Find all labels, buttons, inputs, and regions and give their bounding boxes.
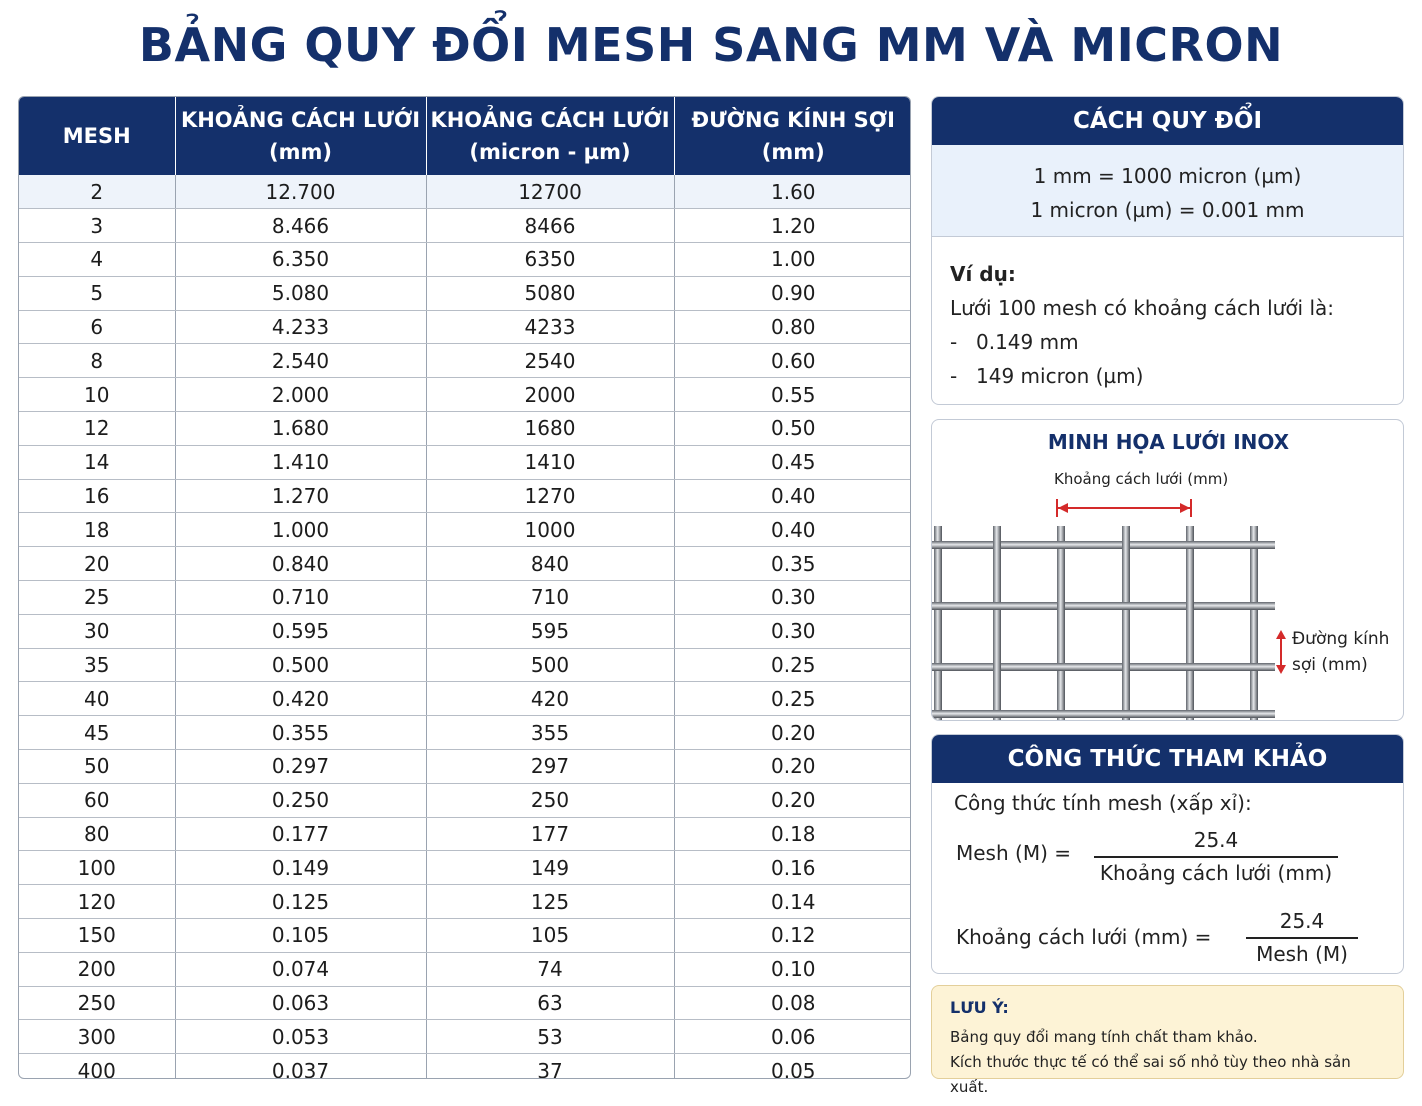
- table-row: [19, 750, 911, 784]
- cell-spacing-micron: 1000: [426, 513, 674, 547]
- cell-mesh: 2: [19, 175, 175, 209]
- table-row: [19, 547, 911, 581]
- cell-spacing-micron: 710: [426, 581, 674, 615]
- cell-mesh: 18: [19, 513, 175, 547]
- table-row: [19, 783, 911, 817]
- cell-spacing-mm: 1.680: [175, 412, 426, 446]
- cell-spacing-micron: 500: [426, 648, 674, 682]
- cell-mesh: 45: [19, 716, 175, 750]
- cell-wire-diameter: 0.30: [674, 614, 911, 648]
- cell-wire-diameter: 0.55: [674, 378, 911, 412]
- cell-spacing-micron: 5080: [426, 276, 674, 310]
- cell-wire-diameter: 0.20: [674, 783, 911, 817]
- note-title: LƯU Ý:: [950, 998, 1009, 1017]
- cell-spacing-micron: 355: [426, 716, 674, 750]
- header-wire-diameter-line1: ĐƯỜNG KÍNH SỢI: [691, 108, 895, 132]
- note-line-1: Bảng quy đổi mang tính chất tham khảo.: [950, 1028, 1258, 1046]
- cell-spacing-mm: 0.177: [175, 817, 426, 851]
- cell-mesh: 20: [19, 547, 175, 581]
- diameter-label-line1: Đường kính: [1292, 629, 1390, 649]
- page-title: BẢNG QUY ĐỔI MESH SANG MM VÀ MICRON: [138, 18, 1284, 72]
- cell-spacing-micron: 63: [426, 986, 674, 1020]
- example-item: [950, 325, 1403, 359]
- header-mesh-label: MESH: [62, 124, 131, 148]
- cell-mesh: 3: [19, 209, 175, 243]
- cell-wire-diameter: 0.12: [674, 919, 911, 953]
- mesh-horizontal-wires: [932, 541, 1275, 718]
- cell-wire-diameter: 0.25: [674, 648, 911, 682]
- mesh-conversion-table: [18, 96, 911, 1079]
- table-row: [19, 885, 911, 919]
- cell-spacing-mm: 0.250: [175, 783, 426, 817]
- cell-spacing-micron: 8466: [426, 209, 674, 243]
- cell-wire-diameter: 0.06: [674, 1020, 911, 1054]
- cell-spacing-micron: 12700: [426, 175, 674, 209]
- cell-wire-diameter: 0.35: [674, 547, 911, 581]
- cell-spacing-micron: 177: [426, 817, 674, 851]
- cell-wire-diameter: 0.20: [674, 750, 911, 784]
- cell-mesh: 400: [19, 1054, 175, 1079]
- cell-spacing-mm: 4.233: [175, 310, 426, 344]
- cell-mesh: 6: [19, 310, 175, 344]
- header-spacing-mm-line2: (mm): [269, 140, 332, 164]
- formula-intro: Công thức tính mesh (xấp xỉ):: [954, 791, 1252, 815]
- table-row: [19, 344, 911, 378]
- table-row: [19, 209, 911, 243]
- conversion-line-2: 1 micron (µm) = 0.001 mm: [1030, 198, 1305, 222]
- cell-mesh: 100: [19, 851, 175, 885]
- bullet-dash: -: [950, 330, 958, 354]
- table-row: [19, 310, 911, 344]
- table-row: [19, 276, 911, 310]
- cell-wire-diameter: 0.16: [674, 851, 911, 885]
- example-label: Ví dụ:: [950, 262, 1016, 286]
- cell-wire-diameter: 0.14: [674, 885, 911, 919]
- cell-mesh: 35: [19, 648, 175, 682]
- header-wire-diameter: [674, 97, 911, 175]
- cell-wire-diameter: 0.18: [674, 817, 911, 851]
- conversion-box: [932, 145, 1403, 237]
- mesh-vertical-wires: [934, 526, 1258, 720]
- example-item-text: 149 micron (µm): [976, 364, 1144, 388]
- cell-spacing-mm: 6.350: [175, 243, 426, 277]
- header-wire-diameter-line2: (mm): [761, 140, 825, 164]
- table-row: [19, 479, 911, 513]
- note-line-2: Kích thước thực tế có thể sai số nhỏ tùy theo nhà sản xuất.: [950, 1053, 1351, 1096]
- conversion-heading: CÁCH QUY ĐỔI: [932, 97, 1403, 145]
- table-row: [19, 817, 911, 851]
- formula-2-fraction-bar: [1246, 937, 1358, 939]
- cell-spacing-mm: 0.500: [175, 648, 426, 682]
- cell-wire-diameter: 1.60: [674, 175, 911, 209]
- cell-spacing-mm: 12.700: [175, 175, 426, 209]
- cell-spacing-mm: 0.297: [175, 750, 426, 784]
- cell-wire-diameter: 0.30: [674, 581, 911, 615]
- table-row: [19, 716, 911, 750]
- conversion-panel: [931, 96, 1404, 405]
- cell-spacing-micron: 1680: [426, 412, 674, 446]
- cell-spacing-mm: 2.000: [175, 378, 426, 412]
- cell-spacing-mm: 0.037: [175, 1054, 426, 1079]
- cell-mesh: 120: [19, 885, 175, 919]
- cell-wire-diameter: 0.08: [674, 986, 911, 1020]
- cell-mesh: 10: [19, 378, 175, 412]
- cell-spacing-micron: 53: [426, 1020, 674, 1054]
- cell-spacing-micron: 6350: [426, 243, 674, 277]
- cell-spacing-mm: 0.420: [175, 682, 426, 716]
- cell-mesh: 150: [19, 919, 175, 953]
- example-section: [932, 237, 1403, 393]
- cell-mesh: 14: [19, 445, 175, 479]
- cell-spacing-mm: 5.080: [175, 276, 426, 310]
- table-row: [19, 682, 911, 716]
- cell-wire-diameter: 0.80: [674, 310, 911, 344]
- formula-2-numerator: 25.4: [1279, 909, 1325, 933]
- cell-wire-diameter: 1.00: [674, 243, 911, 277]
- table-row: [19, 581, 911, 615]
- table-row: [19, 1054, 911, 1079]
- table-row: [19, 513, 911, 547]
- cell-wire-diameter: 0.50: [674, 412, 911, 446]
- table-body: [19, 175, 911, 1079]
- formula-1-left: Mesh (M) =: [956, 841, 1071, 865]
- table-row: [19, 378, 911, 412]
- formula-1-denominator: Khoảng cách lưới (mm): [1099, 861, 1333, 885]
- cell-spacing-mm: 0.105: [175, 919, 426, 953]
- cell-mesh: 8: [19, 344, 175, 378]
- cell-wire-diameter: 0.60: [674, 344, 911, 378]
- cell-spacing-mm: 0.710: [175, 581, 426, 615]
- formula-panel: [931, 734, 1404, 974]
- table-row: [19, 648, 911, 682]
- table-row: [19, 412, 911, 446]
- cell-spacing-micron: 2540: [426, 344, 674, 378]
- cell-wire-diameter: 0.25: [674, 682, 911, 716]
- diameter-label-line2: sợi (mm): [1292, 655, 1368, 675]
- cell-spacing-mm: 0.053: [175, 1020, 426, 1054]
- cell-mesh: 50: [19, 750, 175, 784]
- header-spacing-micron: [426, 97, 674, 175]
- cell-spacing-micron: 105: [426, 919, 674, 953]
- cell-spacing-mm: 0.355: [175, 716, 426, 750]
- illustration-heading: MINH HỌA LƯỚI INOX: [1047, 430, 1290, 454]
- cell-mesh: 5: [19, 276, 175, 310]
- cell-spacing-mm: 0.149: [175, 851, 426, 885]
- table-row: [19, 919, 911, 953]
- cell-mesh: 30: [19, 614, 175, 648]
- formula-heading: CÔNG THỨC THAM KHẢO: [932, 735, 1403, 783]
- cell-wire-diameter: 0.90: [674, 276, 911, 310]
- cell-mesh: 12: [19, 412, 175, 446]
- example-item-text: 0.149 mm: [976, 330, 1079, 354]
- illustration-panel: [931, 419, 1404, 721]
- cell-spacing-micron: 840: [426, 547, 674, 581]
- cell-mesh: 4: [19, 243, 175, 277]
- cell-spacing-micron: 595: [426, 614, 674, 648]
- cell-mesh: 80: [19, 817, 175, 851]
- cell-mesh: 60: [19, 783, 175, 817]
- table-row: [19, 243, 911, 277]
- cell-wire-diameter: 0.40: [674, 479, 911, 513]
- header-mesh: [19, 97, 175, 175]
- cell-spacing-micron: 149: [426, 851, 674, 885]
- header-spacing-micron-line1: KHOẢNG CÁCH LƯỚI: [430, 108, 670, 132]
- table-row: [19, 614, 911, 648]
- formula-2-left: Khoảng cách lưới (mm) =: [956, 925, 1212, 949]
- example-text: Lưới 100 mesh có khoảng cách lưới là:: [950, 296, 1335, 320]
- formula-1-fraction-bar: [1094, 856, 1338, 858]
- diameter-arrow: [1276, 630, 1286, 674]
- cell-spacing-micron: 250: [426, 783, 674, 817]
- bullet-dash: -: [950, 364, 958, 388]
- table-row: [19, 175, 911, 209]
- header-spacing-micron-line2: (micron - µm): [469, 140, 631, 164]
- cell-wire-diameter: 1.20: [674, 209, 911, 243]
- table-row: [19, 986, 911, 1020]
- cell-spacing-micron: 125: [426, 885, 674, 919]
- cell-spacing-mm: 0.595: [175, 614, 426, 648]
- cell-mesh: 40: [19, 682, 175, 716]
- cell-spacing-mm: 1.000: [175, 513, 426, 547]
- cell-mesh: 25: [19, 581, 175, 615]
- cell-spacing-micron: 37: [426, 1054, 674, 1079]
- cell-spacing-mm: 0.063: [175, 986, 426, 1020]
- cell-spacing-micron: 297: [426, 750, 674, 784]
- spacing-label: Khoảng cách lưới (mm): [1054, 470, 1229, 488]
- cell-spacing-micron: 2000: [426, 378, 674, 412]
- header-spacing-mm: [175, 97, 426, 175]
- cell-wire-diameter: 0.45: [674, 445, 911, 479]
- table-row: [19, 952, 911, 986]
- table-row: [19, 445, 911, 479]
- cell-spacing-mm: 0.125: [175, 885, 426, 919]
- cell-spacing-micron: 1270: [426, 479, 674, 513]
- header-spacing-mm-line1: KHOẢNG CÁCH LƯỚI: [180, 108, 421, 132]
- table-row: [19, 851, 911, 885]
- cell-wire-diameter: 0.40: [674, 513, 911, 547]
- cell-spacing-mm: 1.270: [175, 479, 426, 513]
- example-item: [950, 359, 1403, 393]
- table-row: [19, 1020, 911, 1054]
- cell-wire-diameter: 0.20: [674, 716, 911, 750]
- cell-wire-diameter: 0.05: [770, 1058, 816, 1079]
- formula-1-numerator: 25.4: [1193, 828, 1239, 852]
- cell-spacing-mm: 1.410: [175, 445, 426, 479]
- cell-mesh: 300: [19, 1020, 175, 1054]
- table-header-row: [19, 97, 911, 175]
- cell-spacing-mm: 0.840: [175, 547, 426, 581]
- cell-mesh: 16: [19, 479, 175, 513]
- spacing-arrow: [1057, 499, 1191, 517]
- cell-spacing-mm: 0.074: [175, 952, 426, 986]
- cell-spacing-mm: 8.466: [175, 209, 426, 243]
- cell-wire-diameter: 0.10: [674, 952, 911, 986]
- cell-spacing-micron: 1410: [426, 445, 674, 479]
- conversion-line-1: 1 mm = 1000 micron (µm): [1033, 164, 1302, 188]
- cell-spacing-micron: 420: [426, 682, 674, 716]
- formula-2-denominator: Mesh (M): [1256, 942, 1348, 966]
- diameter-label: [1292, 626, 1389, 678]
- cell-spacing-mm: 2.540: [175, 344, 426, 378]
- cell-mesh: 250: [19, 986, 175, 1020]
- cell-spacing-micron: 4233: [426, 310, 674, 344]
- cell-spacing-micron: 74: [426, 952, 674, 986]
- cell-mesh: 200: [19, 952, 175, 986]
- note-box: [931, 985, 1404, 1096]
